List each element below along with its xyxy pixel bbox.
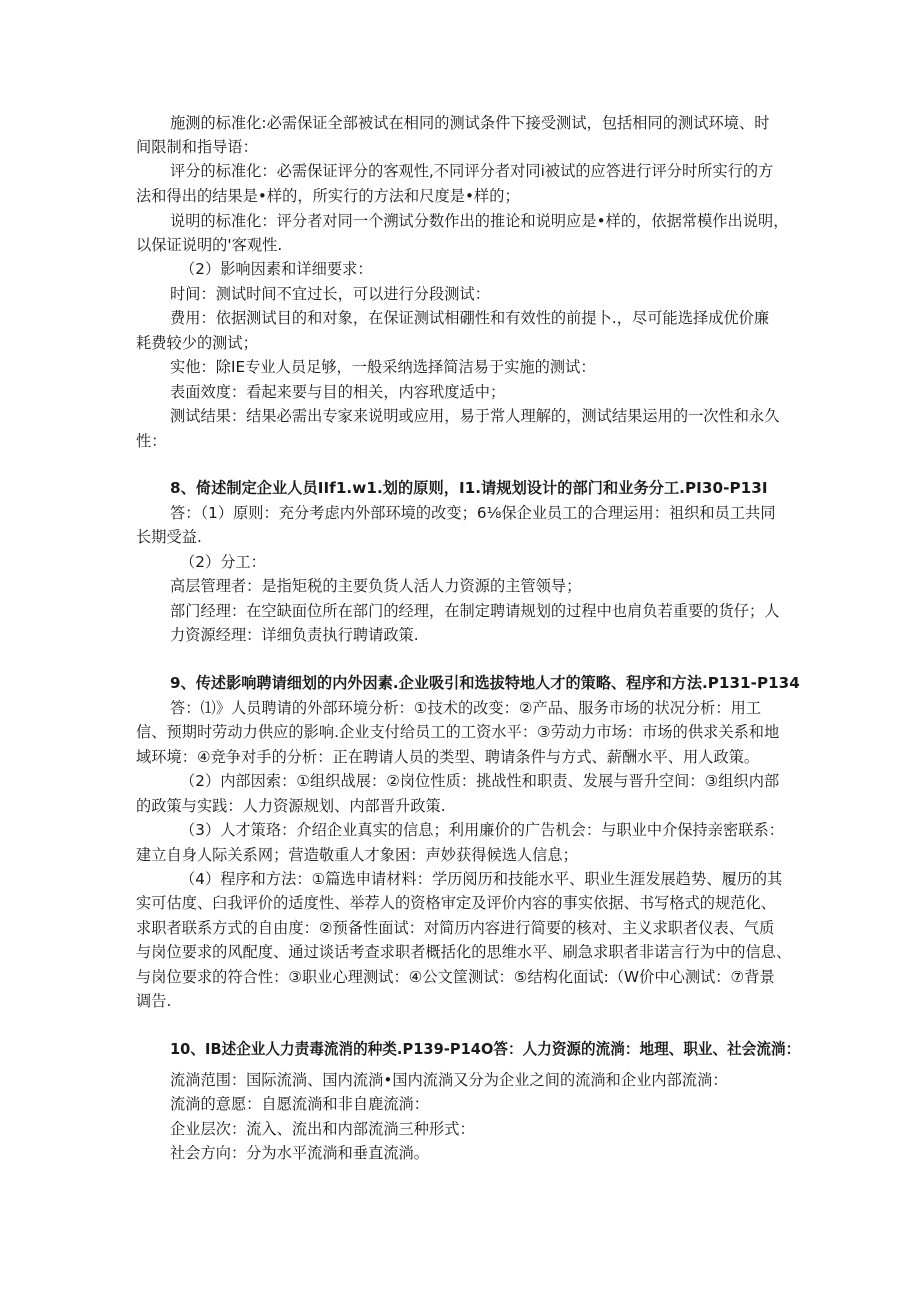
text-line: 调告. [136,992,172,1010]
text-line: 答：⑴》人员聘请的外部环境分析：①技术的改变：②产品、服务市场的状况分析：用工 [170,699,762,717]
text-line: 力资源经理：详细负责执行聘请政策. [170,626,419,644]
text-line: 信、预期时劳动力供应的影响.企业支付给员工的工资水平：③劳动力市场：市场的供求关系和地 [136,723,780,741]
question-heading: 10、IB述企业人力责毒流消的种类.P139-P14O答：人力资源的流淌：地理、职业、社会流淌： [170,1040,801,1058]
text-line: 高层管理者：是指矩税的主要负货人活人力资源的主管领导； [170,577,582,595]
text-line: 时间：测试时间不宜过长，可以进行分段测试： [170,285,490,303]
text-line: 耗费较少的测试； [136,334,258,352]
text-line: 法和得出的结果是•样的，所实行的方法和尺度是•样的； [136,187,520,205]
text-line: 实他：除IE专业人员足够，一般采纳选择简洁易于实施的测试： [170,358,596,376]
question-heading: 8、倚述制定企业人员IIf1.w1.划的原则，I1.请规划设计的部门和业务分工.PI30-P13I [170,479,768,497]
text-line: 测试结果：结果必需出专家来说明或应用，易于常人理解的，测试结果运用的一次性和永久 [170,407,780,425]
text-line: 费用：依据测试目的和对象，在保证测试相硼性和有效性的前提卜.，尽可能选择成优价廉 [170,309,770,327]
text-line: 间限制和指导语： [136,138,258,156]
text-line: 长期受益. [136,528,202,546]
section-heading: （2）分工： [180,553,266,571]
text-line: 域环境：④竞争对手的分析：正在聘请人员的类型、聘请条件与方式、薪酬水平、用人政策。 [136,748,760,766]
text-line: 实可估度、臼我评价的适度性、举荐人的资格审定及评价内容的事实依据、书写格式的规范化、 [136,894,776,912]
text-line: 与岗位要求的符合性：③职业心理测试：④公文筐测试：⑤结构化面试:（W价中心测试：⑦背景 [136,968,775,986]
text-line: （4）程序和方法：①篇选申请材料：学历阅历和技能水平、职业生涯发展趋势、履历的其 [180,870,783,888]
text-line: 与岗位要求的风配度、通过谈话考查求职者概括化的思维水平、刷急求职者非诺言行为中的信息、 [136,943,792,961]
text-line: （2）内部因索：①组织战展：②岗位性质：挑战性和职责、发展与晋升空间：③组织内部 [180,772,780,790]
text-line: 说明的标准化：评分者对同一个溯试分数作出的推论和说明应是•样的，依据常模作出说明， [170,212,789,230]
text-line: 表面效度：看起来要与目的相关，内容玳度适中； [170,383,506,401]
text-line: 建立自身人际关系网；营造敬重人才象困：声妙获得候选人信息； [136,846,578,864]
text-line: 社会方向：分为水平流淌和垂直流淌。 [170,1144,430,1162]
text-line: （3）人才策珞：介绍企业真实的信息；利用廉价的广告机会：与职业中介保持亲密联系： [180,821,784,839]
text-line: 流淌的意愿：自愿流淌和非自鹿流淌： [170,1095,430,1113]
text-line: 的政策与实践：人力资源规划、内部晋升政策. [136,797,446,815]
text-line: 部门经理：在空缺面位所在部门的经理，在制定聘请规划的过程中也肩负若重要的货仔；人 [170,602,780,620]
section-heading: （2）影响因素和详细要求： [180,260,373,278]
text-line: 答：（1）原则：充分考虑内外部环境的改变；6⅛保企业员工的合理运用：祖织和员工共同 [170,504,776,522]
text-line: 求职者联系方式的自由度：②预备性面试：对简历内容进行简要的核对、主义求职者仪表、气质 [136,919,775,937]
text-line: 施测的标准化:必需保证全部被试在相同的测试条件下接受测试，包括相同的测试环境、时 [170,114,770,132]
question-heading: 9、传述影响聘请细划的内外因素.企业吸引和选拔特地人才的策略、程序和方法.P131-P134 [170,674,800,692]
text-line: 性： [136,432,167,450]
text-line: 评分的标准化：必需保证评分的客观性,不同评分者对同i被试的应答进行评分时所实行的方 [170,162,774,180]
text-line: 以保证说明的'客观性. [136,236,283,254]
text-line: 流淌范围：国际流淌、国内流淌•国内流淌又分为企业之间的流淌和企业内部流淌： [170,1071,728,1089]
text-line: 企业层次：流入、流出和内部流淌三种形式： [170,1120,475,1138]
